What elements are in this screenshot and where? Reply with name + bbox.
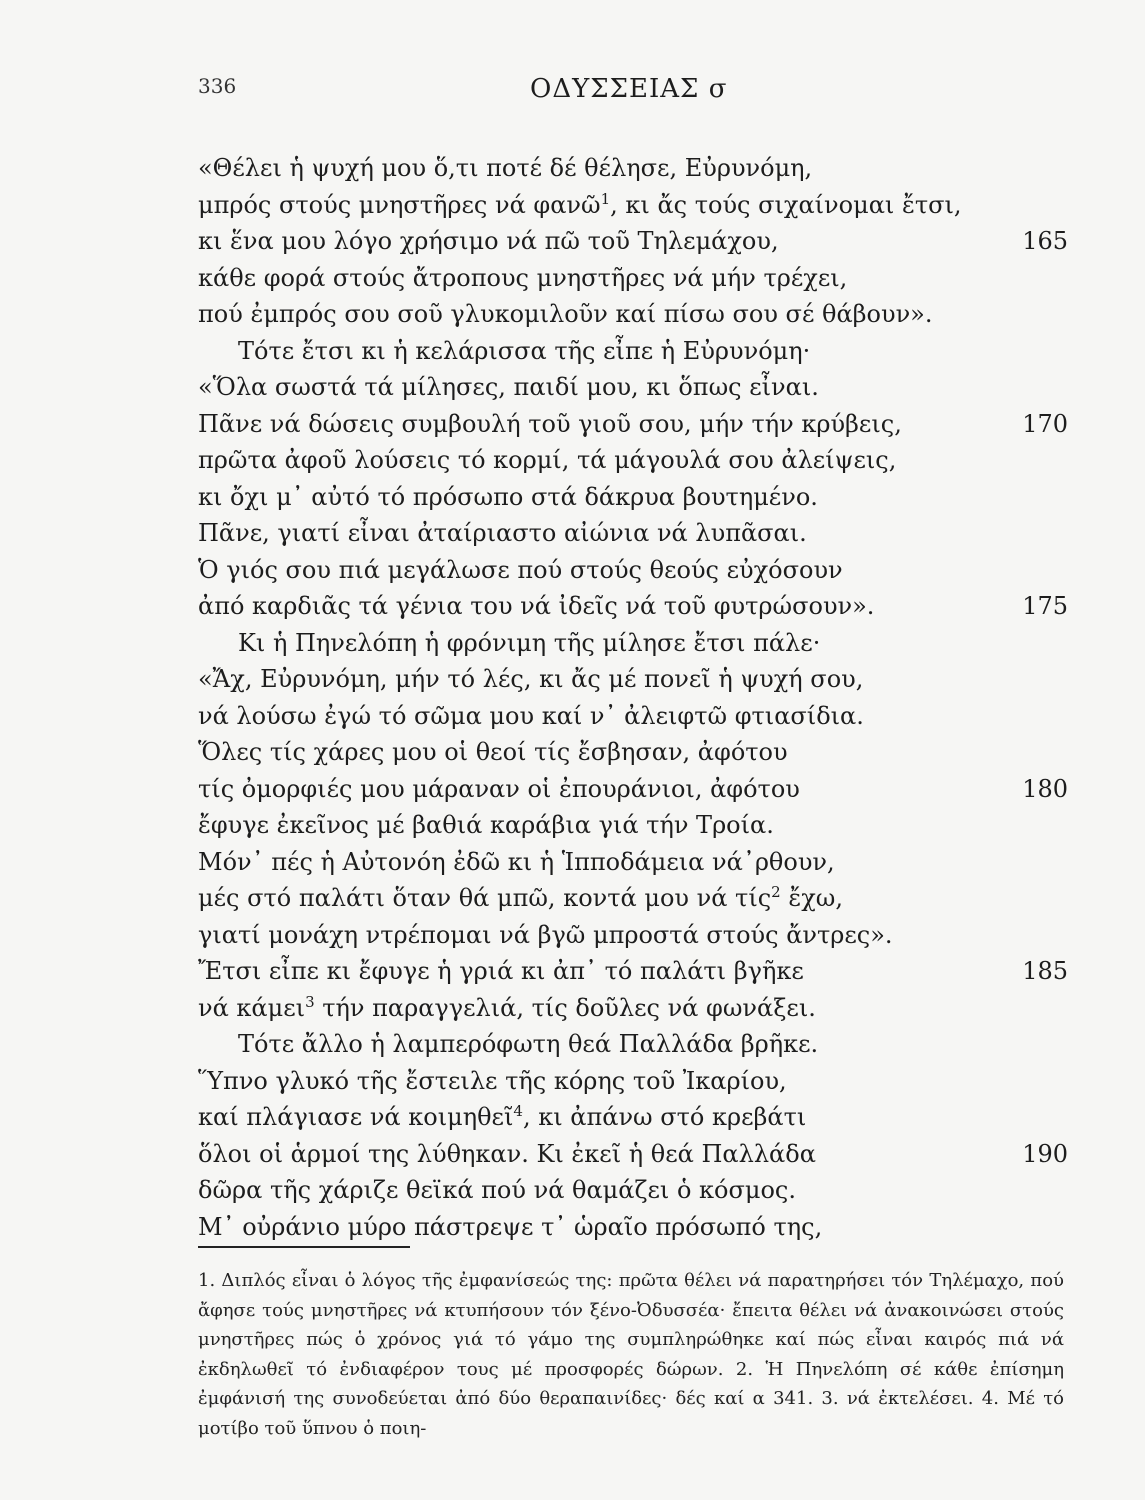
verse-text-segment: «Θέλει ἡ ψυχή μου ὅ,τι ποτέ δέ θέλησε, Εὐρυνόμη,: [198, 154, 813, 182]
verse-line-text: [198, 921, 893, 949]
verse-line-text: [198, 191, 962, 219]
footnote-marker: 3: [305, 992, 315, 1011]
verse-line-text: [198, 738, 788, 766]
verse-line: [198, 661, 1068, 698]
line-number: 180: [1022, 774, 1068, 803]
verse-text-segment: Ἔτσι εἶπε κι ἔφυγε ἡ γριά κι ἀπ᾿ τό παλάτι βγῆκε: [198, 957, 804, 985]
footnote-marker: 1: [600, 189, 611, 208]
verse-text-segment: ἔχω,: [780, 884, 843, 912]
verse-line: [198, 698, 1068, 735]
footnote-2: 2. Ἡ Πηνελόπη σέ κάθε ἐπίσημη ἐμφάνισή της συνοδεύεται ἀπό δύο θεραπαινίδες· δές καί α 341.: [198, 1358, 1065, 1409]
verse-text-segment: Μ᾿ οὐράνιο μύρο πάστρεψε τ᾿ ὡραῖο πρόσωπό της,: [198, 1212, 823, 1241]
verse-line-text: [198, 629, 820, 657]
verse-line: [198, 333, 1068, 370]
verse-line-text: [198, 957, 804, 985]
footnotes: [198, 1266, 1064, 1443]
verse-text-segment: Ὅλες τίς χάρες μου οἱ θεοί τίς ἔσβησαν, ἀφότου: [198, 738, 788, 766]
verse-line: [198, 734, 1068, 771]
verse-line: [198, 369, 1068, 406]
verse-line: [198, 296, 1068, 333]
verse-line: [198, 260, 1068, 297]
verse-text-segment: Μόν᾿ πές ἡ Αὐτονόη ἐδῶ κι ἡ Ἱπποδάμεια νά᾿ρθουν,: [198, 847, 835, 876]
verse-line-text: [198, 1213, 822, 1241]
footnote-marker: 4: [513, 1102, 523, 1120]
verse-line-text: [198, 848, 835, 876]
verse-line-text: [198, 227, 779, 255]
line-number: 175: [1022, 592, 1068, 620]
verse-line: [198, 953, 1068, 990]
verse-line: [198, 844, 1068, 881]
verse-line-text: [198, 1067, 787, 1095]
verse-line: [198, 771, 1068, 808]
verse-line-text: [198, 264, 847, 292]
verse-line-text: [198, 483, 818, 511]
verse-line: [198, 1063, 1068, 1100]
verse-text-segment: πού ἐμπρός σου σοῦ γλυκομιλοῦν καί πίσω σου σέ θάβουν».: [198, 300, 933, 328]
line-number: 185: [1022, 957, 1068, 985]
verse-line-text: [198, 775, 800, 803]
running-head-title: ΟΔΥΣΣΕΙΑΣ σ: [530, 74, 728, 104]
verse-line: [198, 552, 1068, 589]
verse-text-segment: τήν παραγγελιά, τίς δοῦλες νά φωνάξει.: [314, 993, 816, 1022]
verse-line: [198, 223, 1068, 260]
verse-text-segment: κι ἕνα μου λόγο χρήσιμο νά πῶ τοῦ Τηλεμάχου,: [198, 227, 779, 255]
verse-line-text: [198, 592, 874, 620]
verse-line: [198, 406, 1068, 443]
verse-line: [198, 1026, 1068, 1063]
line-number: 170: [1022, 409, 1068, 438]
verse-text-segment: ὅλοι οἱ ἁρμοί της λύθηκαν. Κι ἐκεῖ ἡ θεά Παλλάδα: [198, 1139, 816, 1168]
verse-text-segment: μπρός στούς μνηστῆρες νά φανῶ: [198, 190, 601, 219]
verse-line: [198, 1209, 1068, 1246]
verse-line: [198, 807, 1068, 844]
verse-text-segment: Τότε ἄλλο ἡ λαμπερόφωτη θεά Παλλάδα βρῆκε.: [238, 1030, 819, 1058]
verse-line: [198, 917, 1068, 954]
verse-line-text: [198, 300, 932, 328]
verse-text-segment: τίς ὀμορφιές μου μάραναν οἱ ἐπουράνιοι, ἀφότου: [198, 774, 800, 803]
verse-line-text: [198, 1140, 816, 1168]
footnote-marker: 2: [771, 883, 781, 901]
verse-line: [198, 479, 1068, 516]
footnote-4: 4. Μέ τό μοτίβο τοῦ ὕπνου ὁ ποιη-: [198, 1388, 1064, 1439]
verse-text-segment: Τότε ἔτσι κι ἡ κελάρισσα τῆς εἶπε ἡ Εὐρυνόμη·: [238, 336, 811, 365]
verse-text-segment: Ὁ γιός σου πιά μεγάλωσε πού στούς θεούς εὐχόσουν: [198, 555, 843, 584]
verse-text-segment: Πᾶνε, γιατί εἶναι ἀταίριαστο αἰώνια νά λυπᾶσαι.: [198, 519, 807, 547]
verse-line-text: [198, 702, 864, 730]
verse-line-text: [198, 1103, 806, 1131]
verse-line: [198, 990, 1068, 1027]
verse-text-segment: κι ὄχι μ᾿ αὐτό τό πρόσωπο στά δάκρυα βουτημένο.: [198, 482, 818, 511]
verse-text-segment: «Ὅλα σωστά τά μίλησες, παιδί μου, κι ὅπως εἶναι.: [198, 373, 819, 401]
verse-line-text: [198, 556, 843, 584]
verse-text-segment: «Ἄχ, Εὐρυνόμη, μήν τό λές, κι ἄς μέ πονεῖ ἡ ψυχή σου,: [198, 665, 864, 693]
verse-line: [198, 588, 1068, 625]
verse-line: [198, 515, 1068, 552]
line-number: 190: [1022, 1139, 1068, 1168]
verse-text-segment: ἀπό καρδιᾶς τά γένια του νά ἰδεῖς νά τοῦ φυτρώσουν».: [198, 592, 875, 620]
verse-text-segment: γιατί μονάχη ντρέπομαι νά βγῶ μπροστά στούς ἄντρες».: [198, 920, 893, 949]
verse-line-text: [198, 337, 810, 365]
verse-line: [198, 187, 1068, 224]
verse-text-segment: πρῶτα ἀφοῦ λούσεις τό κορμί, τά μάγουλά σου ἀλείψεις,: [198, 446, 897, 474]
verse-line-text: [198, 665, 863, 693]
verse-line-text: [198, 410, 902, 438]
verse-text-segment: Κι ἡ Πηνελόπη ἡ φρόνιμη τῆς μίλησε ἔτσι πάλε·: [238, 628, 821, 657]
verse-line-text: [198, 519, 807, 547]
footnote-3: 3. νά ἐκτελέσει.: [821, 1388, 982, 1409]
verse-text-segment: νά κάμει: [198, 993, 306, 1022]
page-number: 336: [198, 74, 237, 98]
verse-line: [198, 442, 1068, 479]
verse-line-text: [198, 446, 896, 474]
verse-line-text: [198, 994, 816, 1022]
verse-line: [198, 625, 1068, 662]
verse-text: [198, 150, 1068, 1245]
verse-text-segment: δῶρα τῆς χάριζε θεϊκά πού νά θαμάζει ὁ κόσμος.: [198, 1176, 796, 1204]
verse-line: [198, 880, 1068, 917]
verse-text-segment: , κι ἀπάνω στό κρεβάτι: [522, 1103, 807, 1131]
verse-line-text: [198, 1176, 796, 1204]
footnote-divider: [198, 1246, 410, 1248]
verse-line-text: [198, 1030, 818, 1058]
verse-line: [198, 1172, 1068, 1209]
verse-line-text: [198, 884, 843, 912]
verse-text-segment: κάθε φορά στούς ἄτροπους μνηστῆρες νά μήν τρέχει,: [198, 263, 848, 292]
verse-line: [198, 1099, 1068, 1136]
line-number: 165: [1022, 227, 1068, 255]
verse-line-text: [198, 811, 774, 839]
verse-line-text: [198, 154, 812, 182]
verse-line: [198, 150, 1068, 187]
verse-line-text: [198, 373, 819, 401]
verse-text-segment: νά λούσω ἐγώ τό σῶμα μου καί ν᾿ ἀλειφτῶ φτιασίδια.: [198, 701, 864, 730]
verse-line: [198, 1136, 1068, 1173]
verse-text-segment: ἔφυγε ἐκεῖνος μέ βαθιά καράβια γιά τήν Τροία.: [198, 811, 774, 839]
footnote-1: 1. Διπλός εἶναι ὁ λόγος τῆς ἐμφανίσεώς της: πρῶτα θέλει νά παρατηρήσει τόν Τηλέμαχο, πού ἄφησε τούς μνηστῆρες νά κτυπήσουν τόν ξένο-Ὀδυσσέα· ἔπειτα θέλει νά ἀνακοινώσει στούς μνηστῆρες πώς ὁ χρόνος γιά τό γάμο της συμπληρώθηκε καί πώς εἶναι καιρός πιά νά ἐκδηλωθεῖ τό ἐνδιαφέρον τους μέ προσφορές δώρων.: [198, 1270, 1064, 1380]
verse-text-segment: Ὕπνο γλυκό τῆς ἔστειλε τῆς κόρης τοῦ Ἰκαρίου,: [198, 1066, 787, 1095]
verse-text-segment: , κι ἄς τούς σιχαίνομαι ἔτσι,: [610, 190, 962, 219]
verse-text-segment: Πᾶνε νά δώσεις συμβουλή τοῦ γιοῦ σου, μήν τήν κρύβεις,: [198, 409, 902, 438]
verse-text-segment: μές στό παλάτι ὅταν θά μπῶ, κοντά μου νά τίς: [198, 884, 772, 912]
verse-text-segment: καί πλάγιασε νά κοιμηθεῖ: [198, 1103, 514, 1131]
